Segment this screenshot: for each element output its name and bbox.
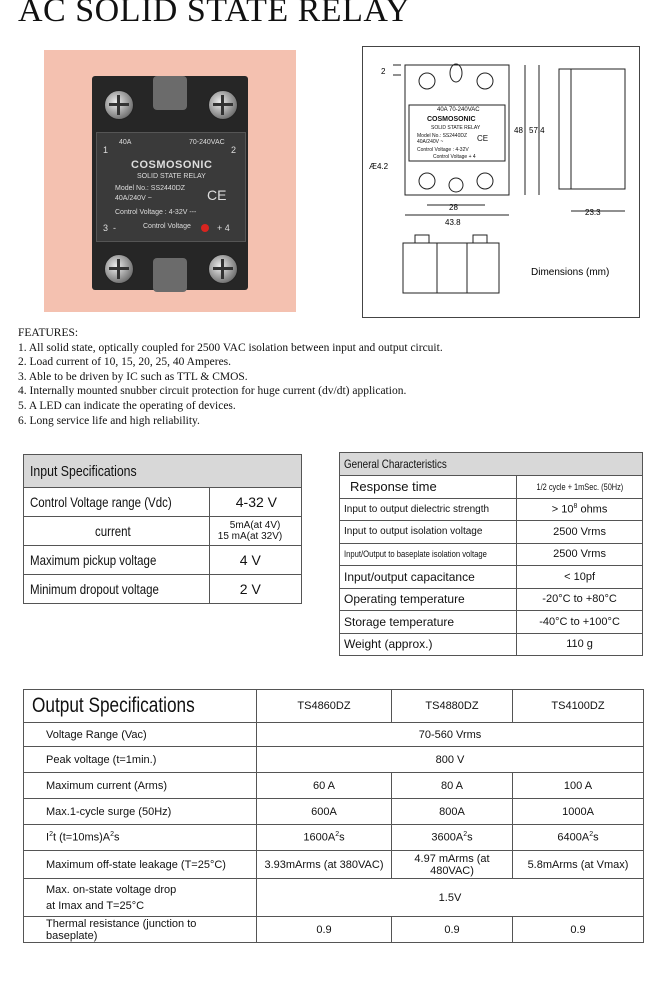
output-value: 100 A [513, 773, 644, 799]
general-value: -40°C to +100°C [517, 611, 643, 634]
svg-text:40A/240V ~: 40A/240V ~ [417, 139, 444, 145]
feature-item: 6. Long service life and high reliability. [18, 414, 200, 427]
dim-43-8: 43.8 [445, 218, 461, 227]
general-label: Input/Output to baseplate isolation voltage [340, 543, 517, 566]
table-row [24, 879, 644, 917]
led-indicator-icon [201, 224, 209, 232]
terminal-2-label: 2 [231, 145, 237, 155]
brand-name: COSMOSONIC [131, 159, 213, 171]
general-value: 1/2 cycle + 1mSec. (50Hz) [517, 476, 643, 499]
general-label: Input to output isolation voltage [340, 521, 517, 544]
output-label: Max. on-state voltage drop at Imax and T=25°C [24, 879, 257, 917]
rating-voltage: 70-240VAC [189, 139, 225, 146]
dim-23-3: 23.3 [585, 208, 601, 217]
output-value: $6400A^2s$ [513, 825, 644, 851]
table-row [24, 488, 302, 517]
model-header: TS4880DZ [392, 690, 513, 723]
output-value: 1000A [513, 799, 644, 825]
general-label: Input to output dielectric strength [340, 498, 517, 521]
model-number: Model No.: SS2440DZ [115, 185, 186, 192]
rating-current: 40A [119, 139, 132, 146]
model-header: TS4860DZ [257, 690, 392, 723]
general-value: > $10^8$ ohms [517, 498, 643, 521]
table-row [340, 611, 643, 634]
spec-label: Maximum pickup voltage [24, 546, 210, 575]
table-row [24, 773, 644, 799]
feature-item: 3. Able to be driven by IC such as TTL & CMOS. [18, 370, 248, 383]
spec-label: Control Voltage range (Vdc) [24, 488, 210, 517]
relay-photo [44, 50, 296, 312]
terminal-icon [415, 235, 429, 243]
output-value: 800A [392, 799, 513, 825]
output-value: 80 A [392, 773, 513, 799]
product-name: SOLID STATE RELAY [137, 173, 206, 180]
output-value: $3600A^2s$ [392, 825, 513, 851]
svg-text:Control Voltage + 4: Control Voltage + 4 [433, 154, 476, 160]
screw-icon [208, 254, 238, 284]
model-header: TS4100DZ [513, 690, 644, 723]
spec-value [209, 517, 301, 546]
features-list [18, 326, 443, 428]
table-row [340, 588, 643, 611]
minus-sign: - [113, 223, 116, 233]
spec-value-line: 15 mA(at 32V) [217, 531, 283, 542]
feature-item: 4. Internally mounted snubber circuit protection for huge current (dv/dt) application. [18, 385, 407, 398]
general-characteristics-table [339, 452, 643, 656]
terminal-1-label: 1 [103, 145, 109, 155]
svg-text:SOLID STATE RELAY: SOLID STATE RELAY [431, 125, 481, 131]
terminal-3-label: 3 [103, 223, 109, 233]
general-value: -20°C to +80°C [517, 588, 643, 611]
dim-hole: Æ4.2 [369, 162, 389, 171]
screw-icon [208, 90, 238, 120]
mount-hole-icon [450, 64, 462, 82]
general-label: Response time [340, 476, 517, 499]
table-row [24, 723, 644, 747]
general-value: 2500 Vrms [517, 543, 643, 566]
general-label: Input/output capacitance [340, 566, 517, 589]
output-value: 0.9 [513, 917, 644, 943]
svg-text:COSMOSONIC: COSMOSONIC [427, 116, 476, 123]
feature-item: 1. All solid state, optically coupled for 2500 VAC isolation between input and output circuit. [18, 341, 443, 354]
bottom-view-outline [403, 243, 499, 293]
side-view-terminals [559, 69, 571, 189]
output-label: Peak voltage (t=1min.) [24, 747, 257, 773]
bottom-mount-tab [153, 258, 187, 292]
general-value: 110 g [517, 633, 643, 656]
output-value: 70-560 Vrms [257, 723, 644, 747]
side-view-outline [571, 69, 625, 189]
general-label: Storage temperature [340, 611, 517, 634]
relay-body [92, 76, 248, 290]
terminal-icon [477, 73, 493, 89]
output-value: 5.8mArms (at Vmax) [513, 851, 644, 879]
screw-icon [104, 254, 134, 284]
mount-hole-icon [449, 178, 463, 192]
table-row [24, 851, 644, 879]
spec-value-line: 5mA(at 4V) [229, 520, 281, 531]
output-label: Maximum off-state leakage (T=25°C) [24, 851, 257, 879]
terminal-icon [473, 235, 487, 243]
table-row [24, 799, 644, 825]
output-value: 0.9 [257, 917, 392, 943]
dimension-drawing [362, 46, 640, 318]
general-header: General Characteristics [340, 453, 643, 476]
general-value: < 10pf [517, 566, 643, 589]
output-specs-header: Output Specifications [24, 690, 257, 723]
input-specs-table [23, 454, 302, 604]
output-label: Thermal resistance (junction to baseplate) [24, 917, 257, 943]
top-mount-tab [153, 76, 187, 110]
ce-mark: CE [207, 187, 227, 203]
dimensions-label: Dimensions (mm) [531, 267, 610, 278]
general-label: Weight (approx.) [340, 633, 517, 656]
input-specs-header: Input Specifications [24, 455, 302, 488]
output-value: 60 A [257, 773, 392, 799]
dim-48: 48 [514, 126, 523, 135]
output-value: 600A [257, 799, 392, 825]
relay-label-plate [96, 132, 246, 242]
table-row [340, 498, 643, 521]
svg-text:CE: CE [477, 134, 489, 143]
output-value: 1.5V [257, 879, 644, 917]
table-row [340, 566, 643, 589]
output-label: Maximum current (Arms) [24, 773, 257, 799]
table-row [340, 543, 643, 566]
table-row [340, 476, 643, 499]
feature-item: 5. A LED can indicate the operating of devices. [18, 399, 236, 412]
output-value: 3.93mArms (at 380VAC) [257, 851, 392, 879]
output-label: Max.1-cycle surge (50Hz) [24, 799, 257, 825]
spec-label: Minimum dropout voltage [24, 575, 210, 604]
spec-label: current [24, 517, 210, 546]
table-row [24, 546, 302, 575]
table-row [24, 575, 302, 604]
terminal-4-label: + 4 [217, 223, 230, 233]
terminal-icon [419, 73, 435, 89]
dim-2: 2 [381, 67, 386, 76]
svg-text:Control Voltage : 4-32V: Control Voltage : 4-32V [417, 147, 469, 153]
svg-text:Model No.: SS2440DZ: Model No.: SS2440DZ [417, 133, 468, 139]
control-voltage-text: Control Voltage : 4-32V --- [115, 209, 197, 216]
page-title: AC SOLID STATE RELAY [18, 0, 411, 29]
control-voltage-label: Control Voltage [143, 223, 191, 230]
table-row [340, 633, 643, 656]
spec-value: 2 V [209, 575, 301, 604]
spec-value: 4-32 V [209, 488, 301, 517]
output-value: 800 V [257, 747, 644, 773]
features-heading: FEATURES: [18, 327, 79, 339]
dim-57-4: 57.4 [529, 126, 545, 135]
output-label: $I^2t$ $(t=10ms)A^2s$ [24, 825, 257, 851]
table-row [340, 521, 643, 544]
feature-item: 2. Load current of 10, 15, 20, 25, 40 Amperes. [18, 356, 232, 369]
screw-icon [104, 90, 134, 120]
load-rating: 40A/240V ~ [115, 195, 152, 202]
table-row [24, 917, 644, 943]
terminal-icon [477, 173, 493, 189]
output-specs-table [23, 689, 644, 943]
table-row [24, 747, 644, 773]
spec-value: 4 V [209, 546, 301, 575]
svg-text:40A 70-240VAC: 40A 70-240VAC [437, 107, 480, 113]
dim-28: 28 [449, 203, 458, 212]
output-value: $1600A^2s$ [257, 825, 392, 851]
table-row [24, 825, 644, 851]
output-label: Voltage Range (Vac) [24, 723, 257, 747]
dimension-drawing-svg [363, 47, 639, 317]
output-value: 0.9 [392, 917, 513, 943]
general-value: 2500 Vrms [517, 521, 643, 544]
output-value: 4.97 mArms (at 480VAC) [392, 851, 513, 879]
table-row [24, 517, 302, 546]
terminal-icon [419, 173, 435, 189]
general-label: Operating temperature [340, 588, 517, 611]
